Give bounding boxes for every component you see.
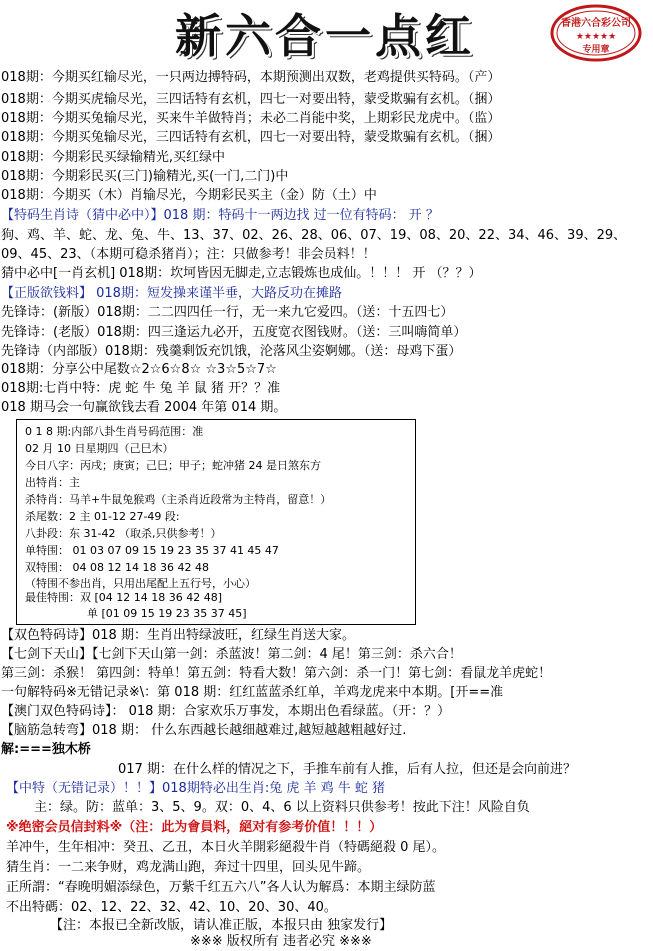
prediction-line: 018期：今期买兔输尽光，三四话特有玄机，四七一对要出特，蒙受欺骗有玄机。（捆） (1, 130, 501, 145)
box-row: 八卦段：东 31-42 （取杀,只供参考！） (25, 527, 222, 540)
notice-line: 【注：本报已全新改版，请认准正版，本报只由 独家发行】 (50, 918, 393, 933)
number-list-line: 狗、鸡、羊、蛇、龙、兔、牛、13、37、02、26、28、06、07、19、08、20、22、34、46、39、29、 (1, 228, 627, 243)
color-advice-line: 主：绿。防：蓝单：3、5、9。双：0、4、6 以上资料只供参考！按此下注！风险自负 (34, 800, 530, 815)
box-row: 单特围： 01 03 07 09 15 19 23 35 37 41 45 47 (25, 544, 279, 557)
prediction-line: 018期：今期彩民买(三门)输精光,买(一门,二门)中 (1, 169, 289, 184)
member-note-line: ※绝密会员信封料※（注：此为會員料，絕对有参考价值！！！） (6, 820, 383, 835)
box-row: 杀尾数：2 主 01-12 27-49 段: (25, 510, 180, 523)
page-title: 新六合一点红 (175, 9, 475, 63)
money-line: 【正版欲钱料】 018期：短发操来谨半垂，大路反功在摊路 (1, 286, 342, 301)
seven-sword-line: 【七剑下天山】【七剑下天山第一剑：杀蓝波！第二剑：4 尾！第三剑：杀六合！ (1, 647, 462, 662)
bagua-range-box (16, 419, 416, 625)
mystery-line: 猜中必中[一肖玄机] 018期：坎坷皆因无脚走,立志锻炼也成仙。！！！ 开 （？？） (1, 266, 482, 281)
box-row: 0 1 8 期:内部八卦生肖号码范围：准 (25, 425, 204, 438)
copyright-line: ※※※ 版权所有 违者必究 ※※※ (190, 934, 372, 949)
poem-old-line: 先锋诗：(老版）018期：四三逢运九必开，五度宽衣图钱财。（送：三叫嗨简单） (1, 325, 467, 340)
riddle-line: 【脑筋急转弯】018 期： 什么东西越长越细越难过,越短越越粗越好过. (1, 723, 407, 738)
prediction-line: 018期：今期彩民买绿输精光,买红绿中 (1, 150, 225, 165)
horse-club-line: 018 期马会一句赢欲钱去看 2004 年第 014 期。 (1, 400, 287, 415)
riddle-answer-line: 解:===独木桥 (1, 742, 91, 757)
saying-line: 正所謂：“春晚明媚添绿色，万紫千红五六八”各人认为解爲：本期主绿防蓝 (6, 880, 436, 895)
prediction-line: 018期：今期买虎输尽光，三四话特有玄机，四七一对要出特，蒙受欺骗有玄机。（捆） (1, 92, 501, 107)
zodiac-poem-line: 【特码生肖诗（猜中必中）】018 期：特码十一两边找 过一位有特码： 开 ？ (1, 208, 439, 223)
box-row: 出特肖：主 (25, 476, 80, 489)
box-row: 单 [01 09 15 19 23 35 37 45] (87, 607, 247, 620)
company-seal (550, 4, 642, 62)
box-row: 今日八字：丙戌；庚寅；己巳；甲子；蛇冲猪 24 是日煞东方 (25, 459, 321, 472)
box-row: 最佳特围：双 [04 12 14 18 36 42 48] (25, 591, 223, 604)
box-row: （特围不参出肖，只用出尾配上五行号，小心） (25, 577, 256, 590)
tail-share-line: 018期：分享公中尾数☆2☆6☆8☆ ☆3☆5☆7☆ (1, 362, 277, 377)
seven-zodiac-line: 018期:七肖中特：虎 蛇 牛 兔 羊 鼠 猪 开？？准 (1, 381, 281, 396)
seven-sword-line: 第三剑：杀猴！ 第四剑：特单！第五剑：特看大数！第六剑：杀一门！第七剑：看鼠龙羊虎蛇！ (1, 666, 552, 681)
color-poem-line: 【双色特码诗】018 期：生肖出特绿波旺，红绿生肖送大家。 (1, 628, 355, 643)
clash-line: 羊冲牛，生年相冲：癸丑、乙丑，本日火羊開彩絕殺牛肖（特碼絕殺 0 尾）。 (6, 840, 446, 855)
macau-poem-line: 【澳门双色特码诗】： 018 期：合家欢乐万事发，本期出色看绿蓝。（开：？） (1, 704, 451, 719)
riddle-question-line: 017 期：在什么样的情况之下，手推车前有人推，后有人拉，但还是会向前进？ (118, 762, 576, 777)
prediction-line: 018期：今期买兔输尽光，买来牛羊做特肖；未必二肖能中奖，上期彩民龙虎中。（监） (1, 111, 501, 126)
svg-text:香港六合彩公司: 香港六合彩公司 (561, 18, 631, 29)
prediction-line: 018期：今期买（木）肖输尽光，今期彩民买主（金）防（土）中 (1, 188, 377, 203)
exclude-numbers-line: 不出特碼：02、12、22、32、42、10、20、30、40。 (6, 900, 337, 915)
number-list-line: 09、45、23、（本期可稳杀猪肖）；注：只做参考！非会员料！！ (1, 247, 376, 262)
poem-new-line: 先锋诗：(新版）018期：二二四四任一行，无一来九它爱四。（送：十五四七） (1, 305, 454, 320)
guess-zodiac-line: 猜生肖：一二来争财，鸡龙满山跑，奔过十四里，回头见牛蹄。 (6, 860, 371, 875)
poem-inner-line: 先锋诗（内部版）018期：残羹剩饭充饥饿，沦落风尘姿婀娜。（送：母鸡下蛋） (1, 344, 462, 359)
prediction-line: 018期：今期买红输尽光，一只两边搏特码，本期预测出双数，老鸡提供买特码。（产） (1, 70, 501, 85)
special-zodiac-line: 【中特（无错记录）！！】018期特必出生肖:兔 虎 羊 鸡 牛 蛇 猪 (6, 781, 385, 796)
one-sentence-line: 一句解特码※无错记录※\：第 018 期：红红蓝蓝杀红单，羊鸡龙虎来中本期。[开==准 (1, 685, 504, 700)
seal-graphic (550, 4, 642, 62)
box-row: 杀特肖：马羊+牛鼠兔猴鸡（主杀肖近段常为主特肖，留意！） (25, 493, 332, 506)
svg-text:★★★★★: ★★★★★ (575, 32, 617, 42)
box-row: 02 月 10 日星期四（己巳木） (25, 442, 174, 455)
box-row: 双特围： 04 08 12 14 18 36 42 48 (25, 561, 209, 574)
svg-text:专用章: 专用章 (582, 45, 610, 55)
